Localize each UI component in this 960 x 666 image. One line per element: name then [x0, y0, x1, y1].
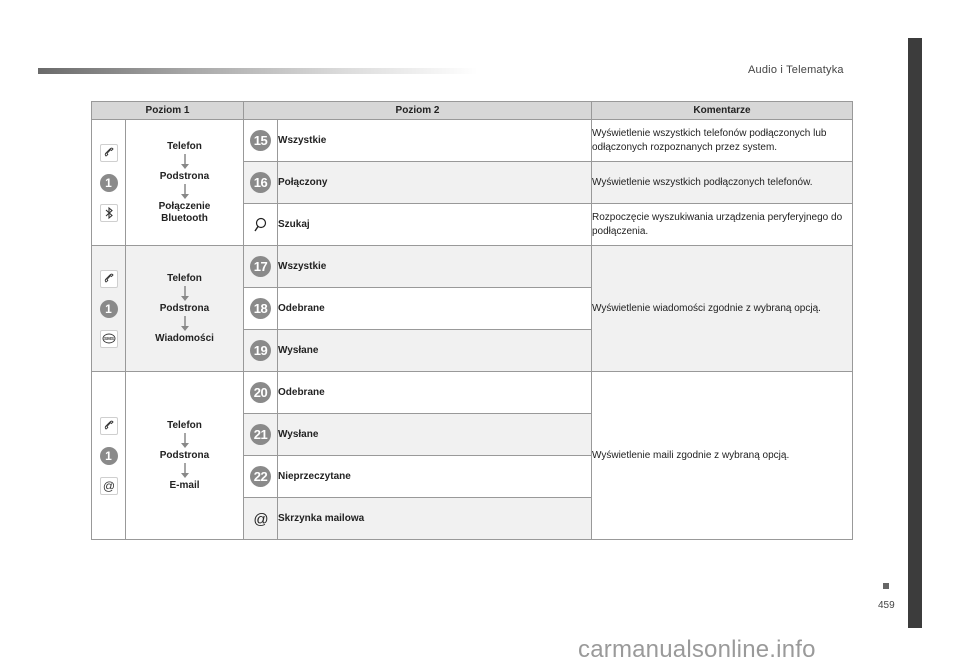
- arrow-down-icon: [179, 184, 191, 200]
- arrow-down-icon: [179, 316, 191, 332]
- level2-number: [244, 498, 278, 540]
- level2-label: Połączony: [278, 162, 592, 204]
- svg-text:SMS: SMS: [103, 335, 114, 341]
- step-badge: 1: [100, 447, 118, 465]
- comment-cell: Wyświetlenie maili zgodnie z wybraną opcją.: [592, 372, 853, 540]
- path-step: Podstrona: [159, 170, 210, 182]
- arrow-down-icon: [179, 154, 191, 170]
- table-header: [92, 102, 853, 120]
- phone-icon: [100, 270, 118, 288]
- level2-number: [244, 288, 278, 330]
- page-marker: [883, 583, 889, 589]
- level2-label: Odebrane: [278, 288, 592, 330]
- level1-icons: [92, 372, 126, 540]
- table-row: [92, 120, 853, 162]
- svg-text:@: @: [102, 478, 115, 493]
- comment-cell: Wyświetlenie wszystkich podłączonych telefonów.: [592, 162, 853, 204]
- path-step: Połączenie Bluetooth: [158, 200, 211, 224]
- comment-cell: Wyświetlenie wiadomości zgodnie z wybraną opcją.: [592, 246, 853, 372]
- level2-number: [244, 162, 278, 204]
- path-step: Telefon: [167, 140, 202, 152]
- step-badge: 1: [100, 300, 118, 318]
- level2-label: Odebrane: [278, 372, 592, 414]
- arrow-down-icon: [179, 286, 191, 302]
- level2-number: [244, 246, 278, 288]
- step-badge: 1: [100, 174, 118, 192]
- level1-icons: [92, 120, 126, 246]
- option-badge: 18: [250, 298, 271, 319]
- menu-table: [91, 101, 853, 540]
- page-side-tab: [908, 38, 922, 628]
- level1-path: [126, 246, 244, 372]
- level2-number: [244, 120, 278, 162]
- level2-label: Nieprzeczytane: [278, 456, 592, 498]
- path-step: Podstrona: [159, 302, 210, 314]
- option-badge: 15: [250, 130, 271, 151]
- option-badge: 19: [250, 340, 271, 361]
- level2-number: [244, 456, 278, 498]
- level1-path: [126, 372, 244, 540]
- level1-path: [126, 120, 244, 246]
- col-header-level2: Poziom 2: [244, 102, 592, 120]
- email-icon: [252, 510, 270, 528]
- phone-icon: [100, 417, 118, 435]
- arrow-down-icon: [179, 463, 191, 479]
- level2-label: Skrzynka mailowa: [278, 498, 592, 540]
- level1-icons: [92, 246, 126, 372]
- level2-number: [244, 372, 278, 414]
- table-row: [92, 246, 853, 288]
- option-badge: 20: [250, 382, 271, 403]
- phone-icon: [100, 144, 118, 162]
- col-header-level1: Poziom 1: [92, 102, 244, 120]
- path-step: Podstrona: [159, 449, 210, 461]
- option-badge: 16: [250, 172, 271, 193]
- level2-number: [244, 204, 278, 246]
- level2-label: Szukaj: [278, 204, 592, 246]
- sms-icon: [100, 330, 118, 348]
- option-badge: 21: [250, 424, 271, 445]
- table-row: [92, 372, 853, 414]
- comment-cell: Wyświetlenie wszystkich telefonów podłączonych lub odłączonych rozpoznanych przez system.: [592, 120, 853, 162]
- path-step: Wiadomości: [155, 332, 214, 344]
- level2-label: Wszystkie: [278, 246, 592, 288]
- level2-label: Wszystkie: [278, 120, 592, 162]
- path-step: Telefon: [167, 272, 202, 284]
- level2-label: Wysłane: [278, 414, 592, 456]
- header-gradient-bar: [38, 68, 478, 74]
- email-icon: [100, 477, 118, 495]
- page-number: 459: [878, 600, 895, 611]
- path-step: E-mail: [169, 479, 200, 491]
- svg-text:@: @: [252, 510, 269, 528]
- search-icon: [252, 216, 270, 234]
- bluetooth-icon: [100, 204, 118, 222]
- col-header-comments: Komentarze: [592, 102, 853, 120]
- comment-cell: Rozpoczęcie wyszukiwania urządzenia peryferyjnego do podłączenia.: [592, 204, 853, 246]
- watermark: carmanualsonline.info: [578, 636, 816, 663]
- option-badge: 22: [250, 466, 271, 487]
- option-badge: 17: [250, 256, 271, 277]
- level2-number: [244, 330, 278, 372]
- level2-label: Wysłane: [278, 330, 592, 372]
- arrow-down-icon: [179, 433, 191, 449]
- path-step: Telefon: [167, 419, 202, 431]
- section-title: Audio i Telematyka: [748, 64, 844, 76]
- level2-number: [244, 414, 278, 456]
